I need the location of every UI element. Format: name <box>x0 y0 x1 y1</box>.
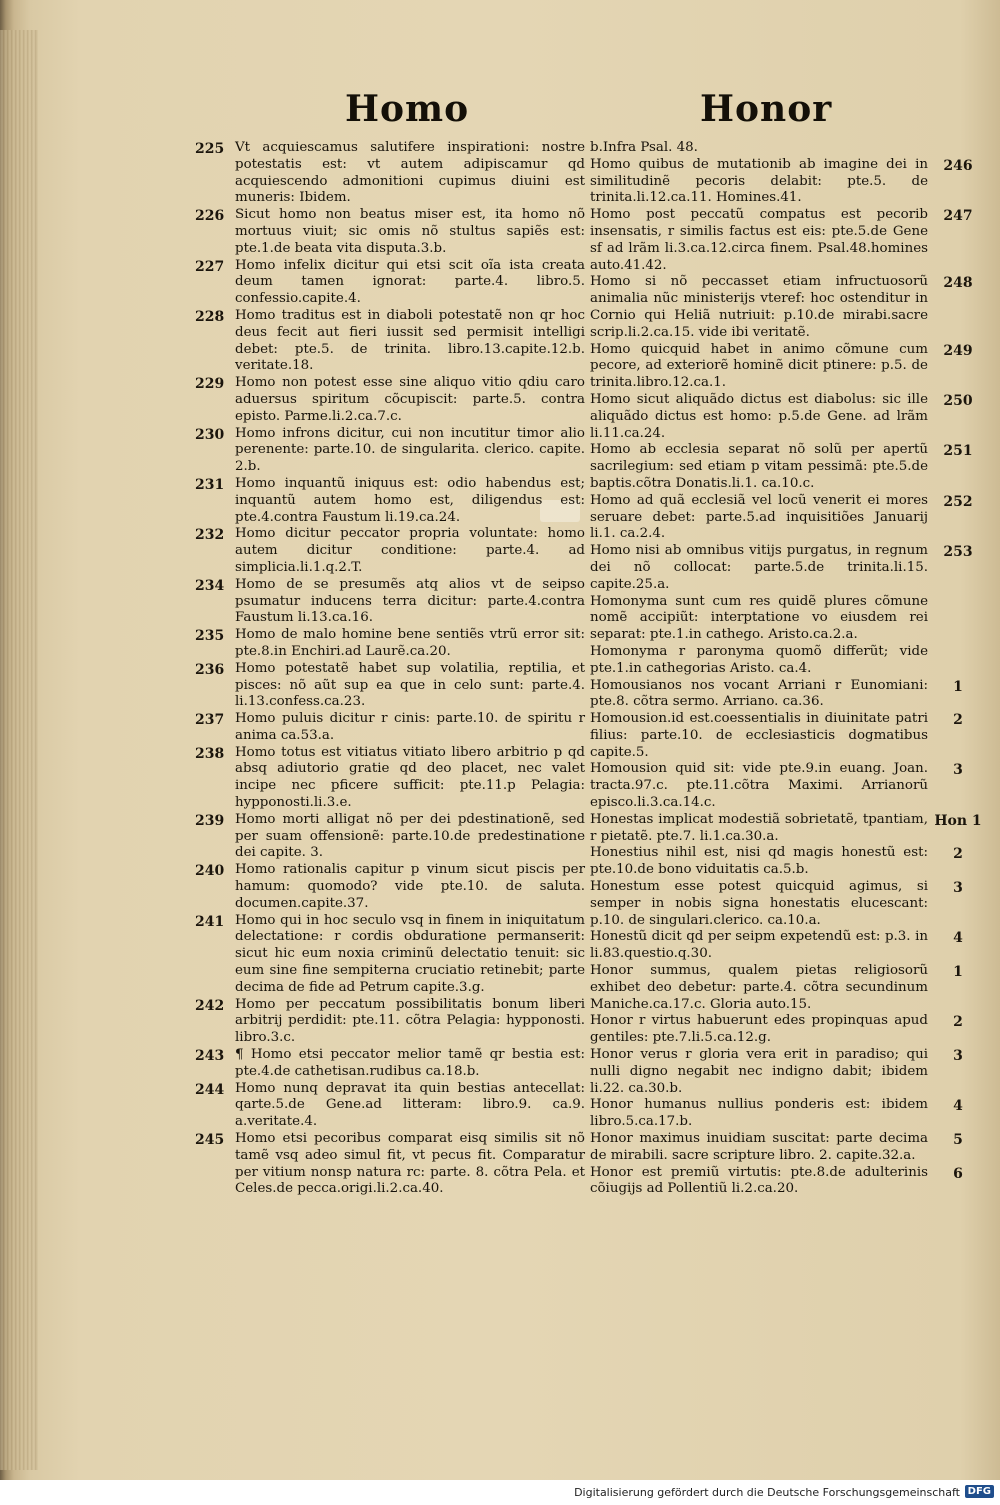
index-entry <box>195 812 585 862</box>
entry-number: 226 <box>195 208 225 225</box>
entry-text: Honor verus r gloria vera erit in paradiso; qui nulli digno negabit nec indigno dabit; ibidem li.22. ca.30.b. <box>590 1047 928 1096</box>
index-entry <box>195 426 585 476</box>
entry-text: Homo si nõ peccasset etiam infructuosorũ animalia nũc ministerijs vteref: hoc ostenditur in Cornio qui Heliã nutriuit: p.10.de mirabi.sacre scrip.li.2.ca.15. vide ibi veritatẽ. <box>590 274 928 340</box>
index-entry <box>590 761 988 811</box>
footer-bar <box>0 1480 1000 1505</box>
index-entry <box>195 711 585 745</box>
entry-number: 245 <box>195 1132 225 1149</box>
entry-text: Honor maximus inuidiam suscitat: parte decima de mirabili. sacre scripture libro. 2. capite.32.a. <box>590 1131 928 1163</box>
index-entry <box>195 862 585 912</box>
entry-number: 243 <box>195 1048 225 1065</box>
entry-number: 231 <box>195 476 225 493</box>
entry-text: Homo infrons dicitur, cui non incutitur timor alio perenente: parte.10. de singularita. clerico. capite. 2.b. <box>235 425 585 475</box>
entry-number: 2 <box>953 1014 963 1031</box>
index-entry <box>195 997 585 1047</box>
entry-number: 234 <box>195 577 225 594</box>
entry-text: Honor summus, qualem pietas religiosorũ exhibet deo debetur: parte.4. cõtra secundinum Maniche.ca.17.c. Gloria auto.15. <box>590 963 928 1012</box>
entry-number: 5 <box>953 1132 963 1149</box>
entry-number: 249 <box>943 342 973 359</box>
entry-number: 1 <box>953 964 963 981</box>
right-column <box>590 140 988 1198</box>
index-entry <box>590 392 988 442</box>
entry-number: 235 <box>195 628 225 645</box>
entry-text: Homo de se presumẽs atq alios vt de seipso psumatur inducens terra dicitur: parte.4.contra Faustum li.13.ca.16. <box>235 576 585 626</box>
index-entry <box>590 678 988 712</box>
entry-number: 253 <box>943 544 973 561</box>
index-entry <box>195 1131 585 1198</box>
entry-number: 4 <box>953 930 963 947</box>
entry-text: Homo qui in hoc seculo vsq in finem in iniquitatum delectatione: r cordis obduratione permanserit: sicut hic eum noxia criminũ delectatio tenuit: sic eum sine fine sempiterna cruciatio retinebit; parte decima de fide ad Petrum capite.3.g. <box>235 912 585 995</box>
index-entry <box>195 1081 585 1131</box>
index-entry <box>590 207 988 274</box>
entry-text: Homo post peccatũ compatus est pecorib insensatis, r similis factus est eis: pte.5.de Gene sf ad lrãm li.3.ca.12.circa finem. Psal.48.homines auto.41.42. <box>590 207 928 273</box>
index-entry <box>195 140 585 207</box>
entry-number: 244 <box>195 1081 225 1098</box>
entry-text: Homo nisi ab omnibus vitijs purgatus, in regnum dei nõ collocat: parte.5.de trinita.li.15. capite.25.a. <box>590 543 928 592</box>
entry-text: Homo per peccatum possibilitatis bonum liberi arbitrij perdidit: pte.11. cõtra Pelagia: hypponosti. libro.3.c. <box>235 996 585 1046</box>
entry-text: Homo de malo homine bene sentiẽs vtrũ error sit: pte.8.in Enchiri.ad Laurẽ.ca.20. <box>235 627 585 659</box>
index-entry <box>590 493 988 543</box>
entry-number: 3 <box>953 880 963 897</box>
entry-text: Homo ab ecclesia separat nõ solũ per apertũ sacrilegium: sed etiam p vitam pessimã: pte.5.de baptis.cõtra Donatis.li.1. ca.10.c. <box>590 442 928 491</box>
running-header-right: Honor <box>700 88 833 130</box>
entry-text: Homousion.id est.coessentialis in diuinitate patri filius: parte.10. de ecclesiasticis dogmatibus capite.5. <box>590 711 928 760</box>
footer-credit: Digitalisierung gefördert durch die Deutsche Forschungsgemeinschaft <box>574 1486 960 1499</box>
entry-number: 252 <box>943 493 973 510</box>
entry-text: Homo etsi pecoribus comparat eisq similis sit nõ tamẽ vsq adeo simul fit, vt pecus fit. Comparatur per vitium nonsp natura rc: parte. 8. cõtra Pela. et Celes.de pecca.origi.li.2.ca.40. <box>235 1131 585 1197</box>
entry-text: b.Infra Psal. 48. <box>590 140 698 155</box>
entry-number: 225 <box>195 141 225 157</box>
index-entry <box>590 594 988 644</box>
entry-text: Homo infelix dicitur qui etsi scit oĩa ista creata deum tamen ignorat: parte.4. libro.5. confessio.capite.4. <box>235 257 585 307</box>
entry-text: Vt acquiescamus salutifere inspirationi: nostre potestatis est: vt autem adipiscamur qd acquiescendo admonitioni cupimus diuini est muneris: Ibidem. <box>235 140 585 206</box>
entry-number: 228 <box>195 308 225 325</box>
entry-text: Homonyma r paronyma quomõ differũt; vide pte.1.in cathegorias Aristo. ca.4. <box>590 643 928 676</box>
entry-number: 3 <box>953 762 963 779</box>
index-entry <box>590 963 988 1013</box>
entry-number: 238 <box>195 745 225 762</box>
entry-text: Honor r virtus habuerunt edes propinquas apud gentiles: pte.7.li.5.ca.12.g. <box>590 1013 928 1046</box>
index-entry <box>590 342 988 392</box>
entry-text: Honestum esse potest quicquid agimus, si semper in nobis signa honestatis elucescant: p.10. de singulari.clerico. ca.10.a. <box>590 879 928 928</box>
index-entry <box>590 1131 988 1165</box>
entry-text: Honor est premiũ virtutis: pte.8.de adulterinis cõiugijs ad Pollentiũ li.2.ca.20. <box>590 1164 928 1197</box>
entry-text: Homo puluis dicitur r cinis: parte.10. de spiritu r anima ca.53.a. <box>235 711 585 743</box>
entry-text: Homo rationalis capitur p vinum sicut piscis per hamum: quomodo? vide pte.10. de saluta. documen.capite.37. <box>235 862 585 911</box>
index-entry <box>590 543 988 593</box>
entry-text: Homo potestatẽ habet sup volatilia, reptilia, et pisces: nõ aũt sup ea que in celo sunt: parte.4. li.13.confess.ca.23. <box>235 660 585 710</box>
entry-text: Homo ad quã ecclesiã vel locũ venerit ei mores seruare debet: parte.5.ad inquisitiões Januarij li.1. ca.2.4. <box>590 492 928 542</box>
entry-text: Homo sicut aliquãdo dictus est diabolus: sic ille aliquãdo dictus est homo: p.5.de Gene. ad lrãm li.11.ca.24. <box>590 391 928 441</box>
index-entry <box>195 661 585 711</box>
index-entry <box>590 644 988 678</box>
entry-text: Homo quibus de mutationib ab imagine dei in similitudinẽ pecoris delabit: pte.5. de trinita.li.12.ca.11. Homines.41. <box>590 156 928 206</box>
entry-number: 3 <box>953 1048 963 1065</box>
entry-number: 246 <box>943 157 973 174</box>
index-entry <box>195 577 585 627</box>
index-entry <box>590 929 988 963</box>
running-header-left: Homo <box>345 88 470 130</box>
entry-number: 6 <box>953 1165 963 1182</box>
index-entry <box>195 627 585 661</box>
entry-number: 242 <box>195 997 225 1014</box>
entry-number: 1 <box>953 678 963 695</box>
index-entry <box>590 845 988 879</box>
index-entry <box>590 879 988 929</box>
entry-text: Honestũ dicit qd per seipm expetendũ est: p.3. in li.83.questio.q.30. <box>590 929 928 962</box>
dfg-logo: DFG <box>965 1485 994 1498</box>
entry-number: 247 <box>943 208 973 225</box>
entry-number: 251 <box>943 443 973 460</box>
entry-text: Homo nunq depravat ita quin bestias antecellat: qarte.5.de Gene.ad litteram: libro.9. ca.9. a.veritate.4. <box>235 1080 585 1130</box>
entry-text: Homonyma sunt cum res quidẽ plures cõmune nomẽ accipiũt: interptatione vo eiusdem rei separat: pte.1.in cathego. Aristo.ca.2.a. <box>590 593 928 643</box>
entry-number: 250 <box>943 392 973 409</box>
entry-number: 232 <box>195 527 225 544</box>
entry-text: Homo totus est vitiatus vitiato libero arbitrio p qd absq adiutorio gratie qd deo placet, nec valet incipe nec pficere sufficit: pte.11.p Pelagia: hypponosti.li.3.e. <box>235 744 585 811</box>
entry-number: 240 <box>195 863 225 880</box>
entry-number: 229 <box>195 376 225 393</box>
entry-text: ¶ Homo etsi peccator melior tamẽ qr bestia est: pte.4.de cathetisan.rudibus ca.18.b. <box>235 1047 585 1079</box>
index-entry <box>195 1047 585 1081</box>
entry-text: Honestius nihil est, nisi qd magis honestũ est: pte.10.de bono viduitatis ca.5.b. <box>590 845 928 878</box>
entry-number: Hon 1 <box>934 812 982 829</box>
index-entry <box>590 711 988 761</box>
entry-text: Homo morti alligat nõ per dei pdestinationẽ, sed per suam offensionẽ: parte.10.de predestinatione dei capite. 3. <box>235 811 585 861</box>
index-entry <box>195 913 585 997</box>
index-entry <box>195 207 585 257</box>
entry-text: Homo non potest esse sine aliquo vitio qdiu caro aduersus spiritum cõcupiscit: parte.5. contra episto. Parme.li.2.ca.7.c. <box>235 375 585 424</box>
left-column <box>195 140 585 1198</box>
entry-text: Homo inquantũ iniquus est: odio habendus est; inquantũ autem homo est, diligendus est: pte.4.contra Faustum li.19.ca.24. <box>235 475 585 525</box>
entry-text: Honor humanus nullius ponderis est: ibidem libro.5.ca.17.b. <box>590 1097 928 1130</box>
entry-text: Sicut homo non beatus miser est, ita homo nõ mortuus viuit; sic omis nõ stultus sapiẽs est: pte.1.de beata vita disputa.3.b. <box>235 207 585 256</box>
index-entry <box>590 442 988 492</box>
entry-number: 230 <box>195 426 225 443</box>
entry-number: 2 <box>953 712 963 729</box>
entry-text: Homousion quid sit: vide pte.9.in euang. Joan. tracta.97.c. pte.11.cõtra Maximi. Arrianorũ episco.li.3.ca.14.c. <box>590 761 928 811</box>
index-entry <box>590 1165 988 1199</box>
entry-number: 236 <box>195 661 225 678</box>
index-entry <box>195 745 585 812</box>
entry-number: 241 <box>195 913 225 930</box>
index-entry <box>590 1097 988 1131</box>
entry-text: Homo traditus est in diaboli potestatẽ non qr hoc deus fecit aut fieri iussit sed permisit intelligi debet: pte.5. de trinita. libro.13.capite.12.b. veritate.18. <box>235 307 585 374</box>
index-entry <box>195 375 585 425</box>
index-entry <box>590 140 988 157</box>
index-entry <box>590 1013 988 1047</box>
entry-text: Homousianos nos vocant Arriani r Eunomiani: pte.8. cõtra sermo. Arriano. ca.36. <box>590 677 928 710</box>
index-entry <box>590 812 988 846</box>
index-entry <box>195 476 585 526</box>
index-entry <box>195 526 585 576</box>
entry-number: 2 <box>953 846 963 863</box>
entry-number: 239 <box>195 812 225 829</box>
entry-text: Homo quicquid habet in animo cõmune cum pecore, ad exteriorẽ hominẽ dicit ptinere: p.5. de trinita.libro.12.ca.1. <box>590 341 928 391</box>
entry-text: Honestas implicat modestiã sobrietatẽ, tpantiam, r pietatẽ. pte.7. li.1.ca.30.a. <box>590 811 928 844</box>
entry-number: 227 <box>195 258 225 275</box>
index-entry <box>590 1047 988 1097</box>
entry-number: 237 <box>195 712 225 729</box>
page-binding-edge <box>0 30 38 1470</box>
entry-text: Homo dicitur peccator propria voluntate: homo autem dicitur conditione: parte.4. ad simplicia.li.1.q.2.T. <box>235 526 585 575</box>
index-entry <box>195 308 585 375</box>
entry-number: 4 <box>953 1098 963 1115</box>
index-entry <box>195 258 585 308</box>
entry-number: 248 <box>943 275 973 292</box>
index-entry <box>590 157 988 207</box>
index-entry <box>590 274 988 341</box>
